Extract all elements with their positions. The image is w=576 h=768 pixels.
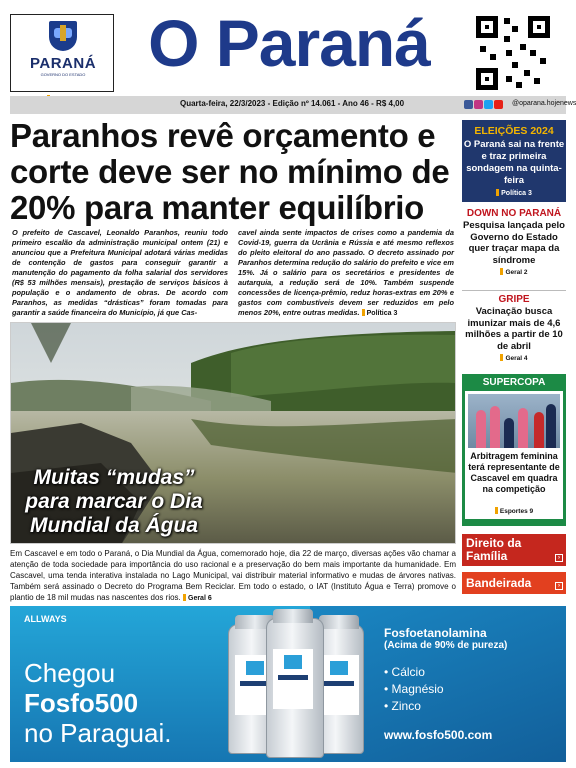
gripe-source: Geral 4	[462, 354, 566, 362]
social-icons	[464, 100, 503, 109]
direito-da-familia-label: Direito da Família	[466, 536, 522, 563]
down-text: Pesquisa lançada pelo Governo do Estado quer traçar mapa da síndrome	[463, 220, 565, 266]
lead-source: Política 3	[362, 310, 398, 317]
ad-line-3: no Paraguai.	[24, 718, 172, 748]
masthead	[0, 0, 576, 96]
direito-da-familia-tab[interactable]	[462, 534, 566, 566]
photo-caption-text: Em Cascavel e em todo o Paraná, o Dia Mundial da Água, comemorado hoje, dia 22 de março, diversas ações vão chamar a atenção de toda sociedade para importância do uso racional e a preservação do bem mais importante da humanidade. Em Cascavel, uma tenda interativa instalada no Lago Municipal, vai distribuir material informativo e mudas de árvores nativas. Também será assinado o Decreto do Programa Bem Reciclar. Em todo o estado, o IAT (Instituto Água e Terra) promove o plantio de 18 mil mudas nas nascentes dos rios.	[10, 549, 456, 602]
gripe-box[interactable]	[462, 294, 566, 362]
ad-ingredient-list	[384, 664, 444, 715]
arrow-icon: ›	[555, 582, 563, 590]
down-source: Geral 2	[462, 268, 566, 276]
eleicoes-text: O Paraná sai na frente e traz primeira sondagem na quinta-feira	[463, 139, 565, 186]
photo-caption	[10, 548, 456, 604]
bandeirada-label: Bandeirada	[466, 576, 532, 590]
down-box[interactable]	[462, 208, 566, 276]
facebook-icon	[464, 100, 473, 109]
logo-subtitle: GOVERNO DO ESTADO	[40, 72, 86, 77]
ad-line-1: Chegou	[24, 658, 116, 688]
ad-ingredient: • Magnésio	[384, 681, 444, 698]
bandeirada-tab[interactable]	[462, 572, 566, 594]
newspaper-title: O Paraná	[148, 6, 430, 80]
social-handle: @oparana.hojenews	[512, 100, 576, 107]
lead-column-2	[238, 228, 454, 318]
parana-shield-icon	[49, 21, 77, 51]
main-headline: Paranhos revê orçamento e corte deve ser no mínimo de 20% para manter equilíbrio	[10, 117, 450, 226]
gripe-text: Vacinação busca imunizar mais de 4,6 milhões a partir de 10 de abril	[465, 306, 563, 352]
supercopa-source: Esportes 9	[465, 507, 563, 515]
ad-product-name: Fosfoetanolamina	[384, 626, 487, 640]
product-bottle-icon	[266, 618, 324, 758]
logo-word: PARANÁ	[29, 55, 97, 72]
supercopa-kicker: SUPERCOPA	[482, 377, 546, 388]
arrow-icon: ›	[555, 554, 563, 562]
edition-info: Quarta-feira, 22/3/2023 - Edição nº 14.061 - Ano 46 - R$ 4,00	[180, 99, 405, 108]
ad-url-link[interactable]: www.fosfo500.com	[384, 728, 493, 742]
referees-photo	[468, 394, 560, 448]
supercopa-inner	[465, 391, 563, 519]
ad-ingredient: • Cálcio	[384, 664, 444, 681]
lead-column-2-text: cavel ainda sente impactos de crises como a pandemia da Covid-19, guerra da Ucrânia e Rússia e até mesmo reflexos do pleito eleitoral do ano passado. O decreto assinado por Paranhos determina redução do salário do prefeito e vice em 15%. Já o salário para os secretários e presidentes de autarquia, a redução será de 10%. Também suspende concessões de licença-prêmio, reduz horas-extras em 20% e gastos com combustíveis devem ser reduzidos em pelo menos 20%, entre outras medidas.	[238, 228, 454, 317]
gripe-kicker: GRIPE	[498, 294, 530, 305]
caption-source: Geral 6	[183, 595, 212, 602]
divider	[462, 290, 566, 291]
down-kicker: DOWN NO PARANÁ	[466, 208, 562, 219]
eleicoes-source: Política 3	[462, 189, 566, 197]
ad-ingredient: • Zinco	[384, 698, 444, 715]
instagram-icon	[474, 100, 483, 109]
parana-government-logo	[10, 14, 114, 92]
youtube-icon	[494, 100, 503, 109]
qr-code-icon	[476, 16, 550, 90]
photo-headline: Muitas “mudas” para marcar o Dia Mundial da Água	[25, 466, 203, 537]
ad-brand-logo: ALLWAYS	[24, 614, 67, 624]
eleicoes-kicker: ELEIÇÕES 2024	[474, 125, 554, 137]
supercopa-text: Arbitragem feminina terá representante de Cascavel em quadra na competição	[468, 451, 560, 494]
fosfo500-advertisement[interactable]	[10, 606, 566, 762]
supercopa-box[interactable]	[462, 374, 566, 526]
ad-purity: (Acima de 90% de pureza)	[384, 640, 508, 651]
twitter-icon	[484, 100, 493, 109]
lead-column-1: O prefeito de Cascavel, Leonaldo Paranhos, reuniu todo primeiro escalão da administração municipal ontem (21) e anunciou que a Prefeitura Municipal adotará várias medidas de contenção de gastos para conseguir garantir a manutenção do pagamento da folha salarial dos servidores (R$ 53 milhões mensais), prestação de serviços básicos à população e o andamento de obras. De acordo com Paranhos, as medidas “drásticas” foram tomadas para garantir a saúde financeira do Município, já que Cas-	[12, 228, 228, 317]
eleicoes-box[interactable]	[462, 120, 566, 202]
ad-line-2: Fosfo500	[24, 688, 139, 718]
dateline-bar	[10, 96, 576, 114]
